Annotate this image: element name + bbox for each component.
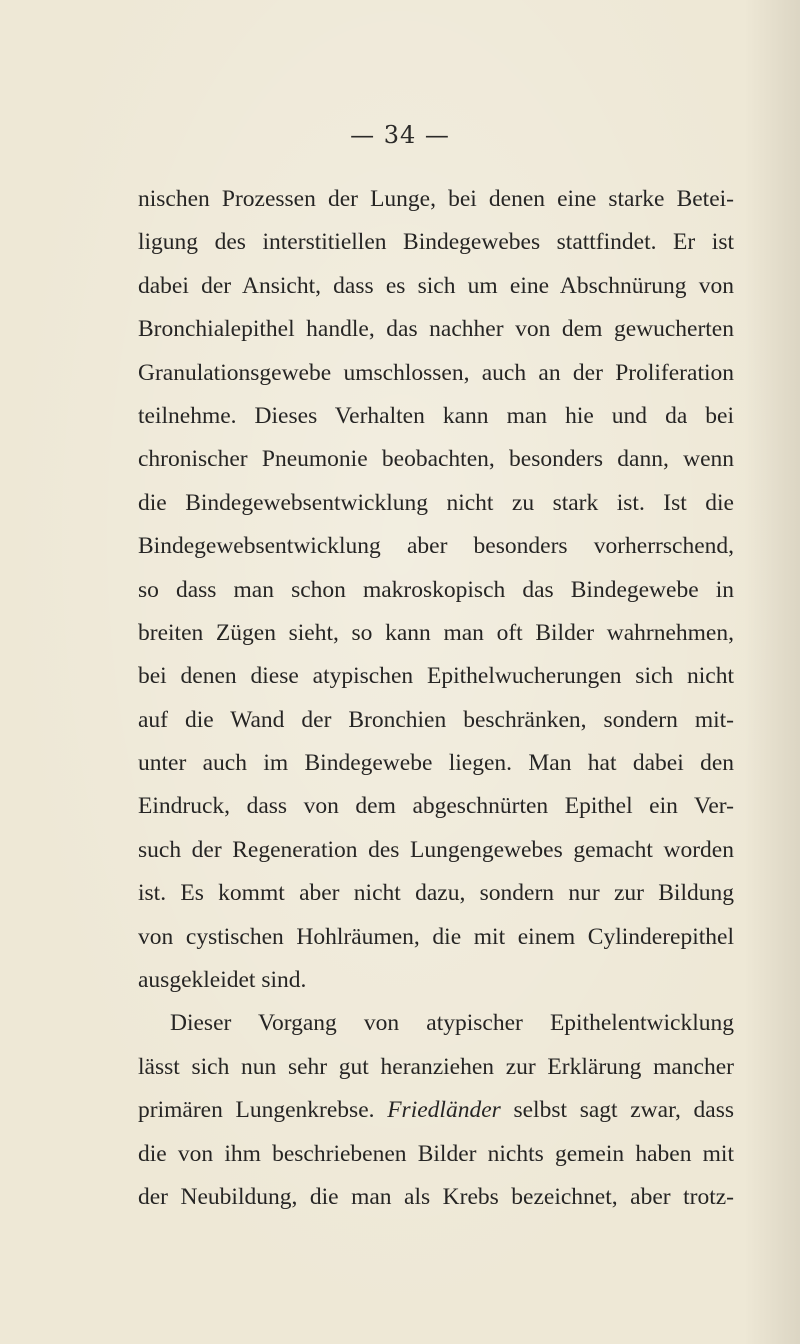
text-line: Dieser Vorgang von atypischer Epithelentwicklung: [170, 1010, 734, 1037]
text-line: ist. Es kommt aber nicht dazu, sondern nur zur Bildung: [138, 880, 734, 907]
text-line: Bronchialepithel handle, das nachher von dem gewucherten: [138, 316, 734, 343]
text-line: ausgekleidet sind.: [138, 967, 307, 994]
text-line: breiten Zügen sieht, so kann man oft Bilder wahrnehmen,: [138, 619, 734, 646]
text-line: von cystischen Hohlräumen, die mit einem Cylinderepithel: [138, 923, 734, 950]
text-line: auf die Wand der Bronchien beschränken, sondern mit-: [138, 706, 734, 733]
text-line-with-citation: [138, 1089, 734, 1132]
paragraph-2: [138, 1002, 734, 1219]
text-line: die Bindegewebsentwicklung nicht zu stark ist. Ist die: [138, 489, 734, 516]
page-number: — 34 —: [350, 121, 450, 149]
text-line: der Neubildung, die man als Krebs bezeichnet, aber trotz-: [138, 1183, 734, 1210]
text-line: nischen Prozessen der Lunge, bei denen eine starke Betei-: [138, 186, 734, 212]
text-line: Eindruck, dass von dem abgeschnürten Epithel ein Ver-: [138, 793, 734, 820]
text-line: Granulationsgewebe umschlossen, auch an der Proliferation: [138, 359, 734, 386]
text-line: so dass man schon makroskopisch das Bindegewebe in: [138, 576, 734, 603]
body-text: [138, 178, 734, 1219]
text-line: ligung des interstitiellen Bindegewebes stattfindet. Er ist: [138, 229, 734, 256]
text-fragment: primären Lungenkrebse.: [138, 1097, 388, 1124]
paragraph-1: [138, 178, 734, 1002]
text-line: die von ihm beschriebenen Bilder nichts gemein haben mit: [138, 1140, 734, 1167]
text-fragment: selbst sagt zwar, dass: [500, 1097, 734, 1124]
text-line: teilnehme. Dieses Verhalten kann man hie und da bei: [138, 402, 734, 429]
text-line: dabei der Ansicht, dass es sich um eine Abschnürung von: [138, 272, 734, 299]
text-line: lässt sich nun sehr gut heranziehen zur Erklärung mancher: [138, 1053, 734, 1080]
text-line: Bindegewebsentwicklung aber besonders vorherrschend,: [138, 533, 734, 560]
text-line: chronischer Pneumonie beobachten, besonders dann, wenn: [138, 446, 734, 473]
text-line: such der Regeneration des Lungengewebes gemacht worden: [138, 836, 734, 863]
author-name-italic: Friedländer: [387, 1097, 501, 1124]
text-line: unter auch im Bindegewebe liegen. Man hat dabei den: [138, 750, 734, 777]
text-line: bei denen diese atypischen Epithelwucherungen sich nicht: [138, 663, 734, 690]
